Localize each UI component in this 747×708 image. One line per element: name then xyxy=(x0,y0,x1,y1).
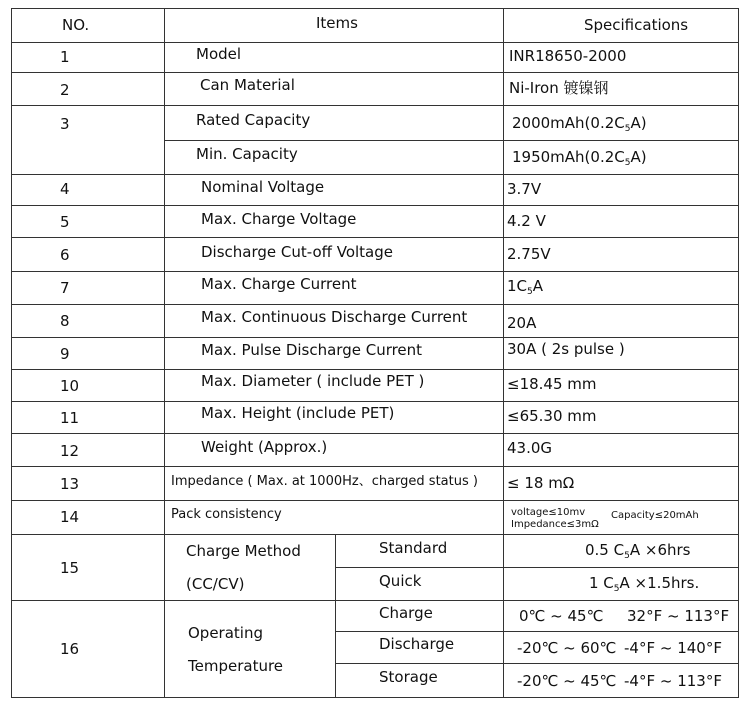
pack-impedance-spec: Impedance≤3mΩ xyxy=(511,519,599,530)
row-item: Impedance ( Max. at 1000Hz、charged status ) xyxy=(171,474,478,489)
row-no: 12 xyxy=(60,442,80,460)
row-no: 6 xyxy=(60,246,70,264)
charge-standard-label: Standard xyxy=(379,539,448,557)
row-item: Rated Capacity xyxy=(196,111,311,129)
row-spec: $1C_5A$ xyxy=(507,277,544,297)
row-spec: Ni-Iron 镀镍钢 xyxy=(509,79,609,97)
charge-quick-label: Quick xyxy=(379,572,422,590)
charge-method-label: Charge Method xyxy=(186,542,301,560)
row-no: 8 xyxy=(60,312,70,330)
grid-line xyxy=(11,105,739,106)
grid-line xyxy=(11,337,739,338)
grid-line xyxy=(11,205,739,206)
charge-standard-spec: 0.5 $C_5A \times 6hrs$ xyxy=(585,541,691,561)
grid-line xyxy=(335,534,336,698)
row-item: Can Material xyxy=(200,76,295,94)
temp-discharge-fahrenheit: -4°F ~ 140°F xyxy=(624,639,722,657)
operating-temperature-label: Temperature xyxy=(188,657,284,675)
row-spec: $1950mAh(0.2C_5A)$ xyxy=(512,148,647,168)
grid-line xyxy=(11,466,739,467)
grid-line xyxy=(335,631,739,632)
temp-charge-fahrenheit: 32°F ~ 113°F xyxy=(627,607,730,625)
row-spec: 43.0G xyxy=(507,439,553,457)
header-no: NO. xyxy=(62,16,90,34)
row-spec: ≤18.45 mm xyxy=(507,375,597,393)
row-item: Pack consistency xyxy=(171,507,282,522)
grid-line xyxy=(738,8,739,698)
row-no: 13 xyxy=(60,475,80,493)
grid-line xyxy=(11,174,739,175)
grid-line xyxy=(335,567,739,568)
row-no: 16 xyxy=(60,640,80,658)
grid-line xyxy=(11,433,739,434)
row-spec: 2.75V xyxy=(507,245,551,263)
row-item: Discharge Cut-off Voltage xyxy=(201,243,393,261)
grid-line xyxy=(11,271,739,272)
grid-line xyxy=(11,500,739,501)
grid-line xyxy=(11,42,739,43)
row-no: 15 xyxy=(60,559,80,577)
row-no: 11 xyxy=(60,409,80,427)
pack-capacity-spec: Capacity≤20mAh xyxy=(611,510,699,521)
row-spec: INR18650-2000 xyxy=(509,47,627,65)
pack-voltage-spec: voltage≤10mv xyxy=(511,507,586,518)
row-item: Max. Charge Current xyxy=(201,275,357,293)
row-item: Nominal Voltage xyxy=(201,178,325,196)
row-no: 10 xyxy=(60,377,80,395)
row-spec: ≤ 18 mΩ xyxy=(507,474,575,492)
row-no: 14 xyxy=(60,508,80,526)
row-spec: $2000mAh(0.2C_5A)$ xyxy=(512,114,647,134)
temp-discharge-celsius: -20℃ ~ 60℃ xyxy=(517,639,617,657)
grid-line xyxy=(164,140,739,141)
row-no: 4 xyxy=(60,180,70,198)
temp-storage-celsius: -20℃ ~ 45℃ xyxy=(517,672,617,690)
grid-line xyxy=(11,237,739,238)
grid-line xyxy=(11,72,739,73)
row-no: 3 xyxy=(60,115,70,133)
row-no: 9 xyxy=(60,345,70,363)
row-item: Max. Charge Voltage xyxy=(201,210,357,228)
grid-line xyxy=(11,369,739,370)
grid-line xyxy=(11,600,739,601)
row-spec: ≤65.30 mm xyxy=(507,407,597,425)
row-spec: 20A xyxy=(507,314,537,332)
row-no: 1 xyxy=(60,48,70,66)
grid-line xyxy=(335,663,739,664)
row-item: Weight (Approx.) xyxy=(201,438,328,456)
grid-line xyxy=(11,304,739,305)
temp-charge-celsius: 0℃ ~ 45℃ xyxy=(519,607,604,625)
row-item: Max. Pulse Discharge Current xyxy=(201,341,423,359)
row-item: Max. Height (include PET) xyxy=(201,404,395,422)
grid-line xyxy=(11,401,739,402)
temp-storage-label: Storage xyxy=(379,668,438,686)
row-no: 5 xyxy=(60,213,70,231)
temp-charge-label: Charge xyxy=(379,604,433,622)
grid-line xyxy=(164,8,165,698)
header-specifications: Specifications xyxy=(584,16,689,34)
row-spec: 4.2 V xyxy=(507,212,546,230)
charge-quick-spec: 1 $C_5A \times 1.5hrs$. xyxy=(589,574,700,594)
grid-line xyxy=(503,8,504,698)
row-item: Max. Diameter ( include PET ) xyxy=(201,372,425,390)
charge-method-label: (CC/CV) xyxy=(186,575,245,593)
header-items: Items xyxy=(316,14,358,32)
row-item: Model xyxy=(196,45,242,63)
row-no: 2 xyxy=(60,81,70,99)
grid-line xyxy=(11,8,739,9)
row-spec: 30A ( 2s pulse ) xyxy=(507,340,625,358)
row-item: Max. Continuous Discharge Current xyxy=(201,308,468,326)
row-item: Min. Capacity xyxy=(196,145,298,163)
grid-line xyxy=(11,8,12,698)
temp-discharge-label: Discharge xyxy=(379,635,455,653)
row-no: 7 xyxy=(60,279,70,297)
grid-line xyxy=(11,697,739,698)
row-spec: 3.7V xyxy=(507,180,542,198)
temp-storage-fahrenheit: -4°F ~ 113°F xyxy=(624,672,722,690)
grid-line xyxy=(11,534,739,535)
operating-temperature-label: Operating xyxy=(188,624,263,642)
